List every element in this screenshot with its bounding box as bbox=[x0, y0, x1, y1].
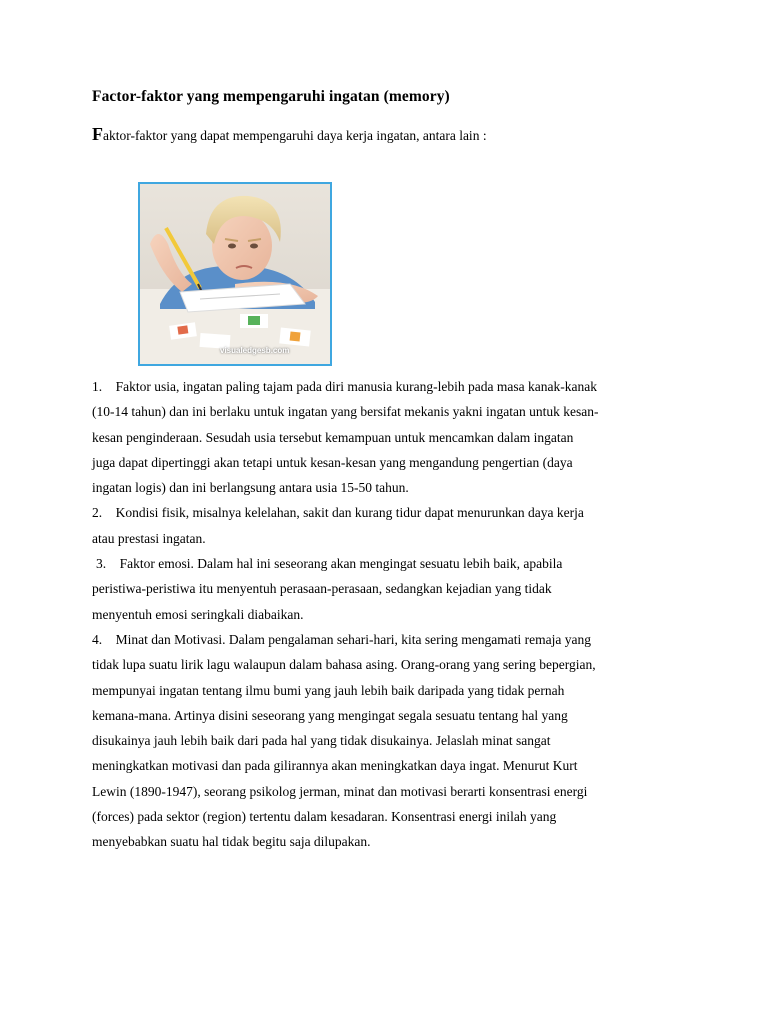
list-item-text: Faktor emosi. Dalam hal ini seseorang akan mengingat sesuatu lebih baik, apabila bbox=[119, 556, 563, 572]
list-item-number: 1. bbox=[92, 379, 103, 394]
document-title: Factor-faktor yang mempengaruhi ingatan (memory) bbox=[92, 88, 450, 105]
list-item-4-line: kemana-mana. Artinya disini seseorang yang mengingat segala sesuatu tentang hal yang bbox=[92, 707, 568, 723]
list-item-4-line: mempunyai ingatan tentang ilmu bumi yang jauh lebih baik daripada yang tidak pernah bbox=[92, 682, 565, 698]
intro-text: aktor-faktor yang dapat mempengaruhi daya kerja ingatan, antara lain : bbox=[103, 128, 487, 143]
list-item-number: 2. bbox=[92, 505, 103, 521]
list-item-4-line: tidak lupa suatu lirik lagu walaupun dalam bahasa asing. Orang-orang yang sering bepergian, bbox=[92, 657, 596, 673]
list-item-4-line: Lewin (1890-1947), seorang psikolog jerman, minat dan motivasi berarti konsentrasi energi bbox=[92, 783, 588, 799]
list-item-3-first-line bbox=[92, 551, 682, 576]
list-item-1-line: (10-14 tahun) dan ini berlaku untuk ingatan yang bersifat mekanis yakni ingatan untuk kesan- bbox=[92, 404, 599, 420]
child-writing-photo bbox=[138, 182, 332, 366]
list-item-1-line: juga dapat dipertinggi akan tetapi untuk kesan-kesan yang mengandung pengertian (daya bbox=[92, 454, 573, 470]
list-item-text: Kondisi fisik, misalnya kelelahan, sakit dan kurang tidur dapat menurunkan daya kerja bbox=[115, 505, 584, 521]
list-item-1-line: ingatan logis) dan ini berlangsung antara usia 15-50 tahun. bbox=[92, 480, 409, 496]
photo-watermark: visualedgesb.com bbox=[220, 346, 290, 355]
list-item-3-line: menyentuh emosi seringkali diabaikan. bbox=[92, 606, 304, 622]
list-item-1-first-line bbox=[92, 374, 682, 399]
list-item-4-first-line bbox=[92, 627, 682, 652]
list-item-1-line: kesan penginderaan. Sesudah usia tersebut kemampuan untuk mencamkan dalam ingatan bbox=[92, 429, 574, 445]
list-item-number: 4. bbox=[92, 631, 103, 647]
intro-sentence bbox=[92, 124, 487, 145]
list-item-number: 3. bbox=[96, 556, 107, 572]
list-body bbox=[92, 374, 682, 855]
list-item-4-line: meningkatkan motivasi dan pada gilirannya akan meningkatkan daya ingat. Menurut Kurt bbox=[92, 758, 578, 774]
list-item-2-first-line bbox=[92, 500, 682, 525]
list-item-3-line: peristiwa-peristiwa itu menyentuh perasaan-perasaan, sedangkan kejadian yang tidak bbox=[92, 581, 552, 597]
child-writing-illustration bbox=[140, 184, 330, 364]
list-item-4-line: menyebabkan suatu hal tidak begitu saja dilupakan. bbox=[92, 834, 371, 850]
list-item-text: Faktor usia, ingatan paling tajam pada diri manusia kurang-lebih pada masa kanak-kanak bbox=[115, 379, 597, 394]
list-item-4-line: disukainya jauh lebih baik dari pada hal yang tidak disukainya. Jelaslah minat sangat bbox=[92, 733, 551, 749]
list-item-text: Minat dan Motivasi. Dalam pengalaman sehari-hari, kita sering mengamati remaja yang bbox=[115, 631, 591, 647]
list-item-4-line: (forces) pada sektor (region) tertentu dalam kesadaran. Konsentrasi energi inilah yang bbox=[92, 809, 557, 825]
list-item-2-line: atau prestasi ingatan. bbox=[92, 530, 206, 546]
intro-dropcap: F bbox=[92, 124, 103, 144]
